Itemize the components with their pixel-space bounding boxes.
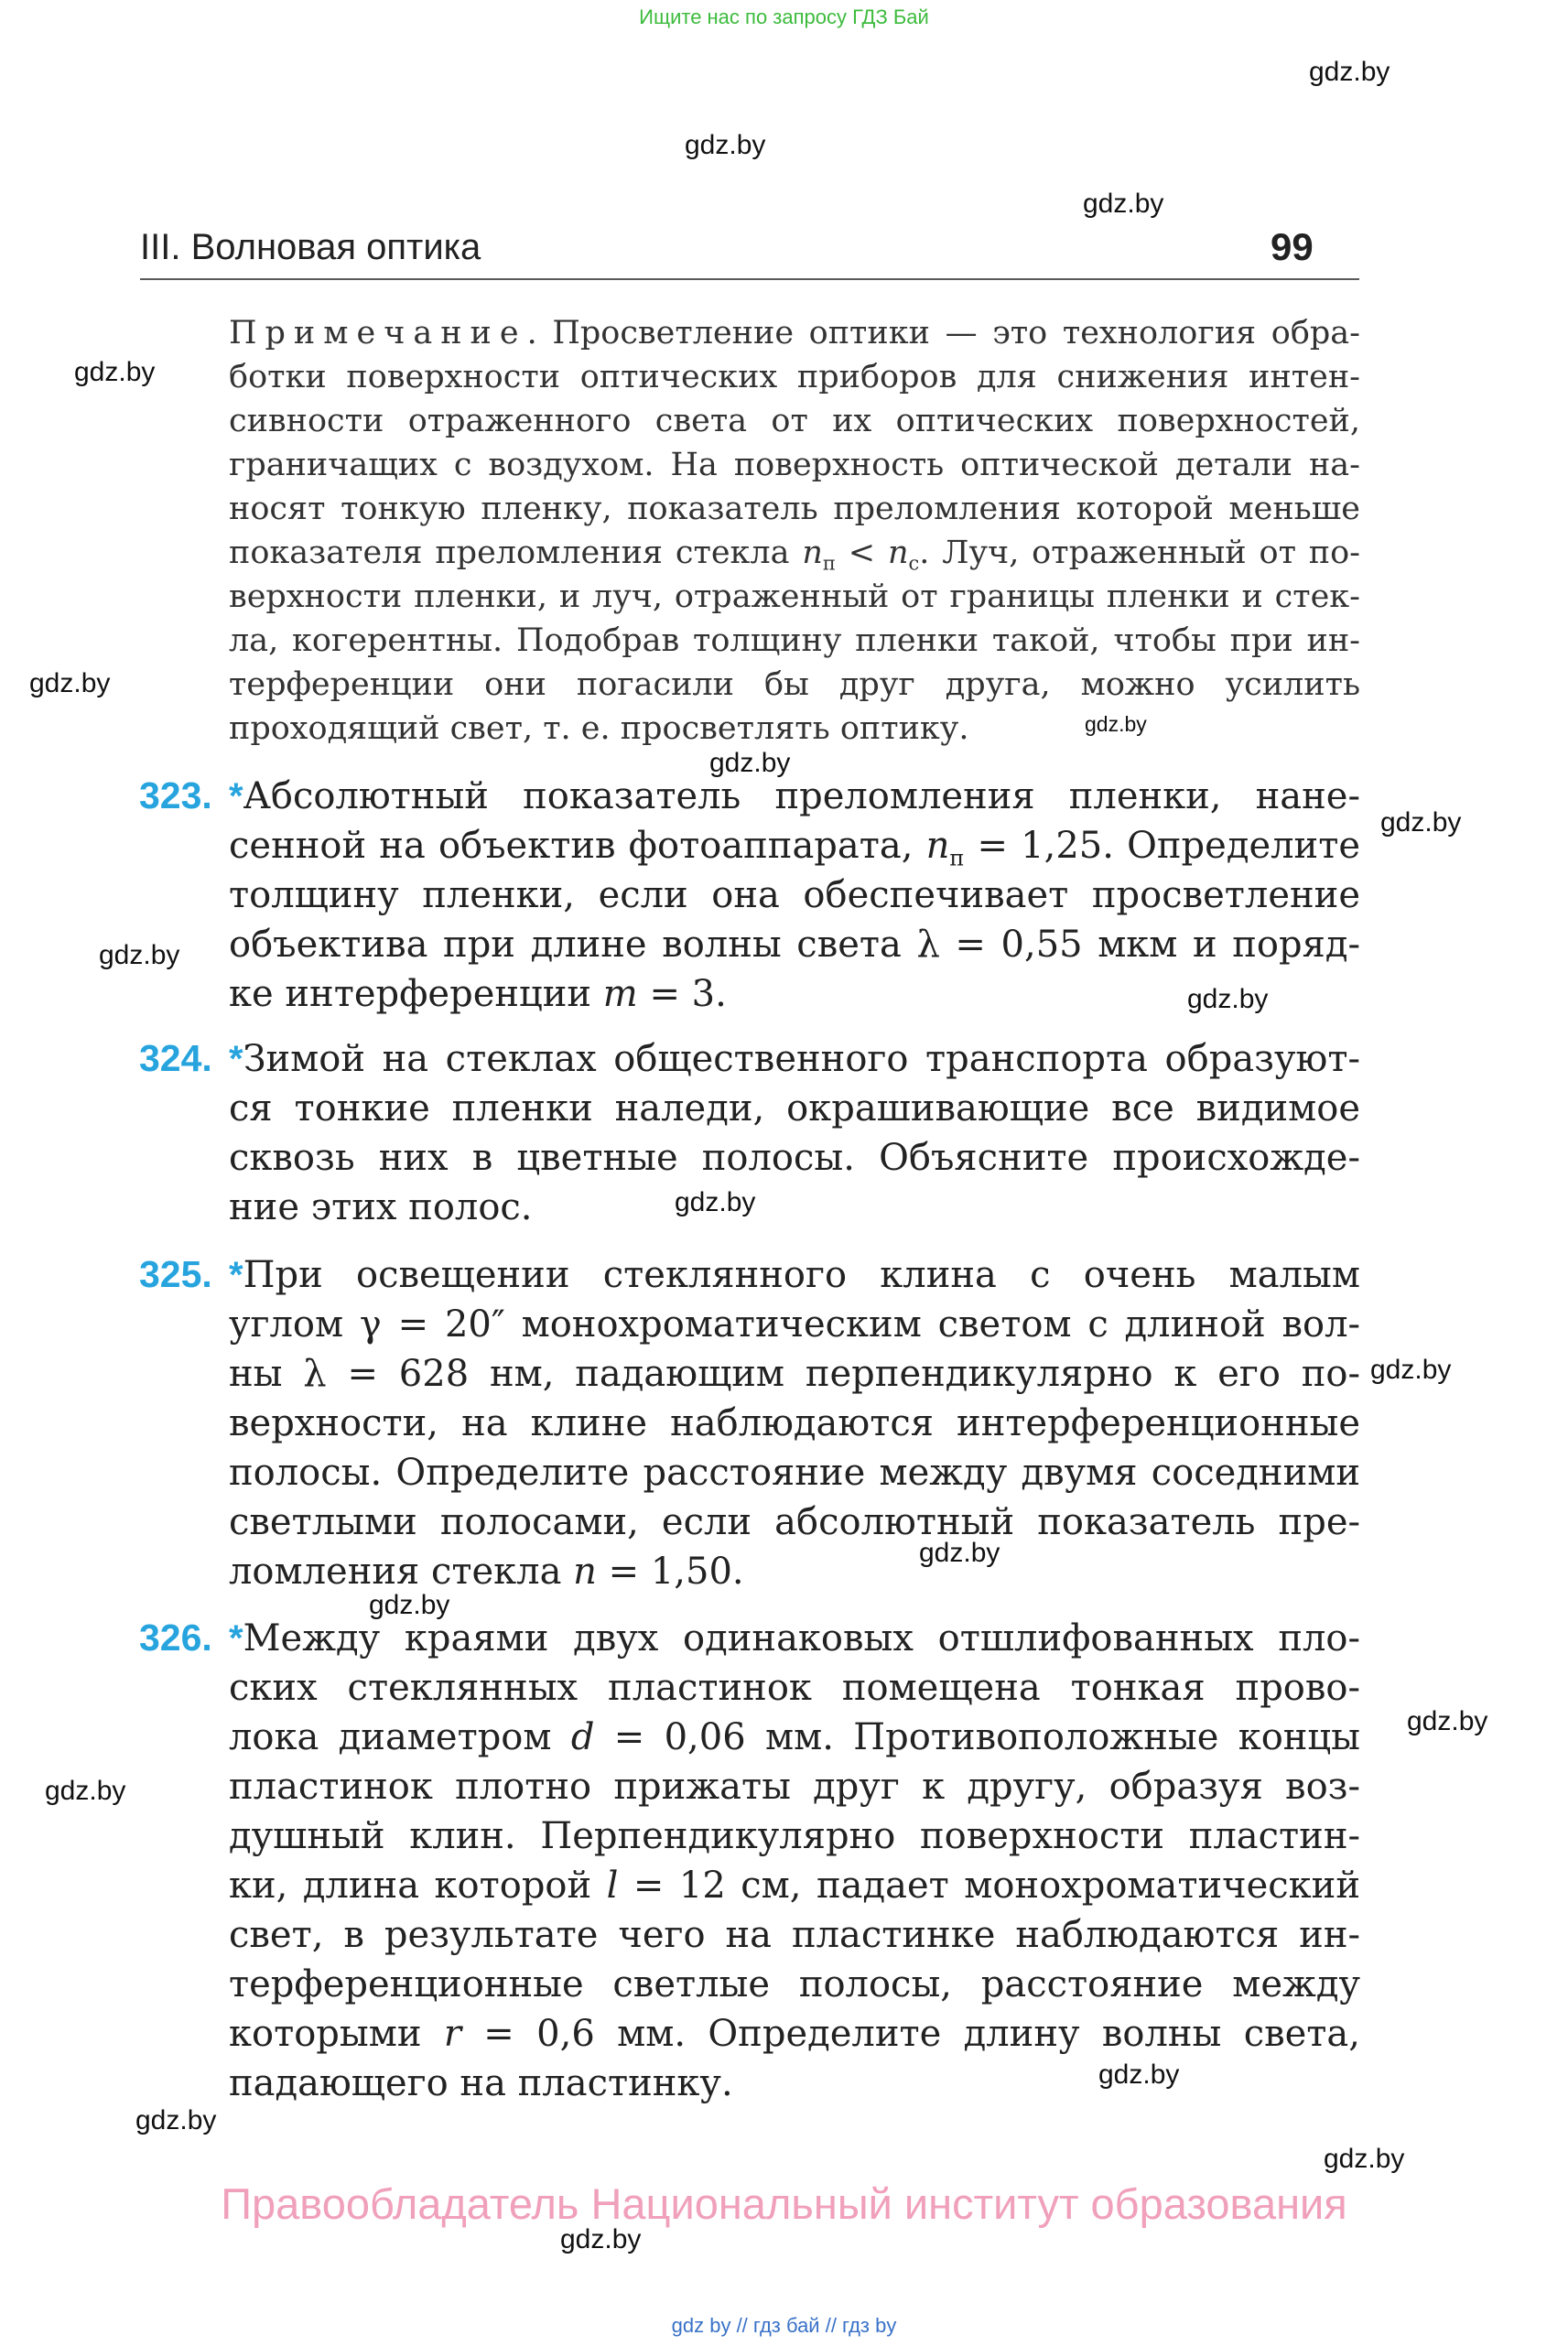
note-line: носят тонкую пленку, показатель преломления которой меньше bbox=[229, 491, 1360, 527]
task-line: ке интерференции m = 3. bbox=[229, 973, 727, 1015]
task-line: *Абсолютный показатель преломления пленки, нане- bbox=[229, 775, 1360, 817]
watermark: gdz.by bbox=[1085, 712, 1147, 736]
note-label: Примечание bbox=[229, 315, 527, 351]
task-line: свет, в результате чего на пластинке наблюдаются ин- bbox=[229, 1914, 1360, 1956]
watermark: gdz.by bbox=[675, 1187, 756, 1217]
task-line: лока диаметром d = 0,06 мм. Противоположные концы bbox=[229, 1716, 1360, 1758]
watermark: gdz.by bbox=[919, 1538, 1000, 1568]
watermark: gdz.by bbox=[45, 1776, 126, 1806]
watermark: gdz.by bbox=[560, 2224, 642, 2254]
task-line: *Между краями двух одинаковых отшлифованных пло- bbox=[229, 1617, 1360, 1659]
footer-links[interactable]: gdz by // гдз бай // гдз by bbox=[671, 2314, 897, 2337]
watermark: gdz.by bbox=[1380, 807, 1462, 838]
task-line: верхности, на клине наблюдаются интерференционные bbox=[229, 1402, 1360, 1444]
task-line: *При освещении стеклянного клина с очень малым bbox=[229, 1254, 1360, 1296]
watermark: gdz.by bbox=[1187, 984, 1269, 1014]
star-marker: * bbox=[229, 1618, 243, 1659]
note-line: показателя преломления стекла $n_п < n_с$. Луч, отраженный от по- bbox=[229, 535, 1361, 575]
watermark: gdz.by bbox=[1324, 2144, 1405, 2174]
note-line: сивности отраженного света от их оптических поверхностей, bbox=[229, 403, 1360, 439]
task-line: душный клин. Перпендикулярно поверхности пластин- bbox=[229, 1815, 1360, 1857]
task-number: 324. bbox=[139, 1037, 212, 1079]
copyright-notice: Правообладатель Национальный институт образования bbox=[221, 2179, 1347, 2228]
task-line: которыми r = 0,6 мм. Определите длину волны света, bbox=[229, 2013, 1360, 2055]
watermark: gdz.by bbox=[99, 940, 180, 970]
watermark: gdz.by bbox=[74, 357, 156, 387]
star-marker: * bbox=[229, 776, 243, 816]
task-line: сквозь них в цветные полосы. Объясните происхожде- bbox=[229, 1137, 1360, 1179]
task-line: сенной на объектив фотоаппарата, $n_п = 1,25$. Определите bbox=[229, 825, 1360, 871]
task-line: объектива при длине волны света λ = 0,55 мкм и поряд- bbox=[229, 924, 1360, 966]
watermark: gdz.by bbox=[369, 1590, 450, 1620]
watermark: gdz.by bbox=[135, 2105, 217, 2135]
watermark: gdz.by bbox=[1309, 57, 1390, 87]
watermark: gdz.by bbox=[709, 748, 791, 778]
task-line: терференционные светлые полосы, расстояние между bbox=[229, 1963, 1360, 2005]
task-line: падающего на пластинку. bbox=[229, 2062, 733, 2104]
task-line: углом γ = 20″ монохроматическим светом с длиной вол- bbox=[229, 1303, 1360, 1346]
note-line: граничащих с воздухом. На поверхность оптической детали на- bbox=[229, 447, 1360, 483]
watermark: gdz.by bbox=[1407, 1706, 1488, 1736]
note-line: проходящий свет, т. е. просветлять оптику. bbox=[229, 710, 969, 747]
task-number: 325. bbox=[139, 1253, 212, 1295]
watermark: gdz.by bbox=[685, 130, 766, 160]
watermark: gdz.by bbox=[1370, 1355, 1452, 1385]
task-line: ских стеклянных пластинок помещена тонкая прово- bbox=[229, 1667, 1360, 1709]
task-line: ломления стекла n = 1,50. bbox=[229, 1551, 744, 1593]
task-line: ки, длина которой l = 12 см, падает монохроматический bbox=[229, 1865, 1360, 1907]
task-number: 323. bbox=[139, 774, 212, 816]
watermark: gdz.by bbox=[1083, 189, 1164, 219]
star-marker: * bbox=[229, 1255, 243, 1295]
task-line: полосы. Определите расстояние между двумя соседними bbox=[229, 1452, 1360, 1494]
task-number: 326. bbox=[139, 1616, 212, 1659]
task-line: ся тонкие пленки наледи, окрашивающие все видимое bbox=[229, 1087, 1360, 1130]
watermark: gdz.by bbox=[1098, 2060, 1180, 2090]
header-rule bbox=[140, 278, 1359, 280]
page-number: 99 bbox=[1271, 225, 1314, 268]
note-line: терференции они погасили бы друг друга, можно усилить bbox=[229, 666, 1360, 703]
task-line: ние этих полос. bbox=[229, 1186, 533, 1228]
task-line: *Зимой на стеклах общественного транспорта образуют- bbox=[229, 1038, 1360, 1080]
note-line: ла, когерентны. Подобрав толщину пленки такой, чтобы при ин- bbox=[229, 622, 1360, 659]
task-line: толщину пленки, если она обеспечивает просветление bbox=[229, 874, 1360, 916]
star-marker: * bbox=[229, 1039, 243, 1079]
task-line: пластинок плотно прижаты друг к другу, образуя воз- bbox=[229, 1766, 1360, 1808]
note-line: ботки поверхности оптических приборов для снижения интен- bbox=[229, 359, 1360, 395]
task-line: ны λ = 628 нм, падающим перпендикулярно к его по- bbox=[229, 1353, 1360, 1395]
note-line: Примечание. Просветление оптики — это технология обра- bbox=[229, 315, 1360, 351]
watermark: gdz.by bbox=[29, 668, 111, 698]
chapter-title: III. Волновая оптика bbox=[140, 227, 481, 267]
note-line: верхности пленки, и луч, отраженный от границы пленки и стек- bbox=[229, 578, 1360, 615]
task-line: светлыми полосами, если абсолютный показатель пре- bbox=[229, 1501, 1360, 1543]
top-banner: Ищите нас по запросу ГДЗ Бай bbox=[639, 5, 929, 28]
